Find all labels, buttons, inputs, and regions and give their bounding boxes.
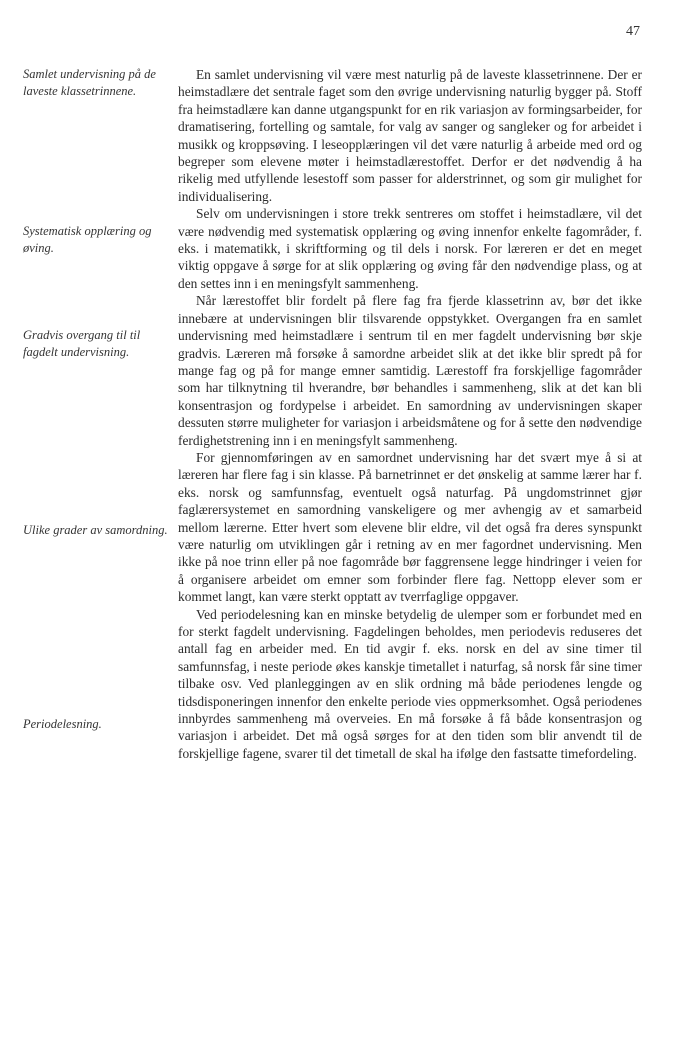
body-text [178,66,642,762]
page-number: 47 [626,24,640,39]
margin-note-gradvis-overgang: Gradvis overgang til til fagdelt undervisning. [23,328,141,359]
margin-note-ulike-grader: Ulike grader av samordning. [23,523,168,537]
paragraph-samlet-undervisning: En samlet undervisning vil være mest naturlig på de laveste klassetrinnene. Der er heimstadlære det sentrale faget som den øvrige undervisning naturlig bygger på. Stoff fra heimstadlære kan danne utgangspunkt for en rik variasjon av formingsarbeider, for dramatisering, fortelling og samtale, for valg av sanger og sangleker og for arbeidet i musikk og kroppsøving. I leseopplæringen vil det være naturlig å arbeide med ord og begreper som elevene møter i heimstadlærestoffet. Derfor er det nødvendig å ha rikelig med utfyllende lesestoff som passer for alderstrinnet, og som gir mulighet for individualisering. [178,67,642,204]
paragraph-samordning: For gjennomføringen av en samordnet undervisning har det svært mye å si at læreren har flere fag i sin klasse. På barnetrinnet er det ønskelig at samme lærer har f. eks. norsk og samfunnsfag, eventuelt også naturfag. På ungdomstrinnet gjør faglærersystemet en samordning vanskeligere og mer avhengig av et samarbeid mellom lærerne. Etter hvert som elevene blir eldre, vil det også fra deres synspunkt være naturlig om utviklingen går i retning av en mer fagordnet undervisning. Men ikke på noe trinn eller på noe fagområde bør faggrensene legge hindringer i veien for å organisere arbeidet om emner som forbinder flere fag. Nettopp elever som er kommet langt, kan være sterkt opptatt av tverrfaglige oppgaver. [178,449,642,605]
margin-note-samlet-undervisning: Samlet undervisning på de laveste klassetrinnene. [23,67,156,98]
margin-note-systematisk-opplaering: Systematisk opplæring og øving. [23,224,152,255]
paragraph-systematisk-opplaering: Selv om undervisningen i store trekk sentreres om stoffet i heimstadlære, vil det være nødvendig med systematisk opplæring og øving innenfor enkelte fagområder, f. eks. i matematikk, i skriftforming og til dels i norsk. For læreren er det en meget viktig oppgave å sørge for at slik opplæring og øving får den nødvendige plass, og at den settes inn i en meningsfylt sammenheng. [178,206,642,291]
paragraph-periodelesning: Ved periodelesning kan en minske betydelig de ulemper som er forbundet med en for sterkt fagdelt undervisning. Fagdelingen beholdes, men periodevis reduseres det antall fag en arbeider med. En tid avgir f. eks. norsk en del av sine timer til samfunnsfag, i neste periode økes kanskje timetallet i naturfag, så norsk får sine timer tilbake osv. Ved planleggingen av en slik ordning må både periodenes lengde og tidsdisponeringen innenfor den enkelte periode vies oppmerksomhet. Også periodenes innbyrdes sammenheng må overveies. En må forsøke å få både konsentrasjon og variasjon i arbeidet. Det må også sørges for at den tiden som blir anvendt til de forskjellige fagene, svarer til det timetall de skal ha ifølge den fastsatte timefordeling. [178,606,642,761]
margin-note-periodelesning: Periodelesning. [23,717,102,731]
paragraph-gradvis-overgang: Når lærestoffet blir fordelt på flere fag fra fjerde klassetrinn av, bør det ikke innebære at undervisningen blir tilsvarende oppstykket. Overgangen fra en samlet undervisning med heimstadlære i sentrum til en mer fagdelt undervisning bør skje gradvis. Læreren må forsøke å samordne arbeidet slik at det ikke blir spredt på for mange fag og på for mange emner samtidig. Lærestoff fra forskjellige fagområder som har tilknytning til hverandre, bør behandles i sammenheng, slik at det kan bli konsentrasjon og fordypelse i arbeidet. En samordning av undervisningen skaper dessuten større muligheter for variasjon i arbeidsmåtene og for å sette den nødvendige ferdighetstrening inn i en meningsfylt sammenheng. [178,293,642,448]
